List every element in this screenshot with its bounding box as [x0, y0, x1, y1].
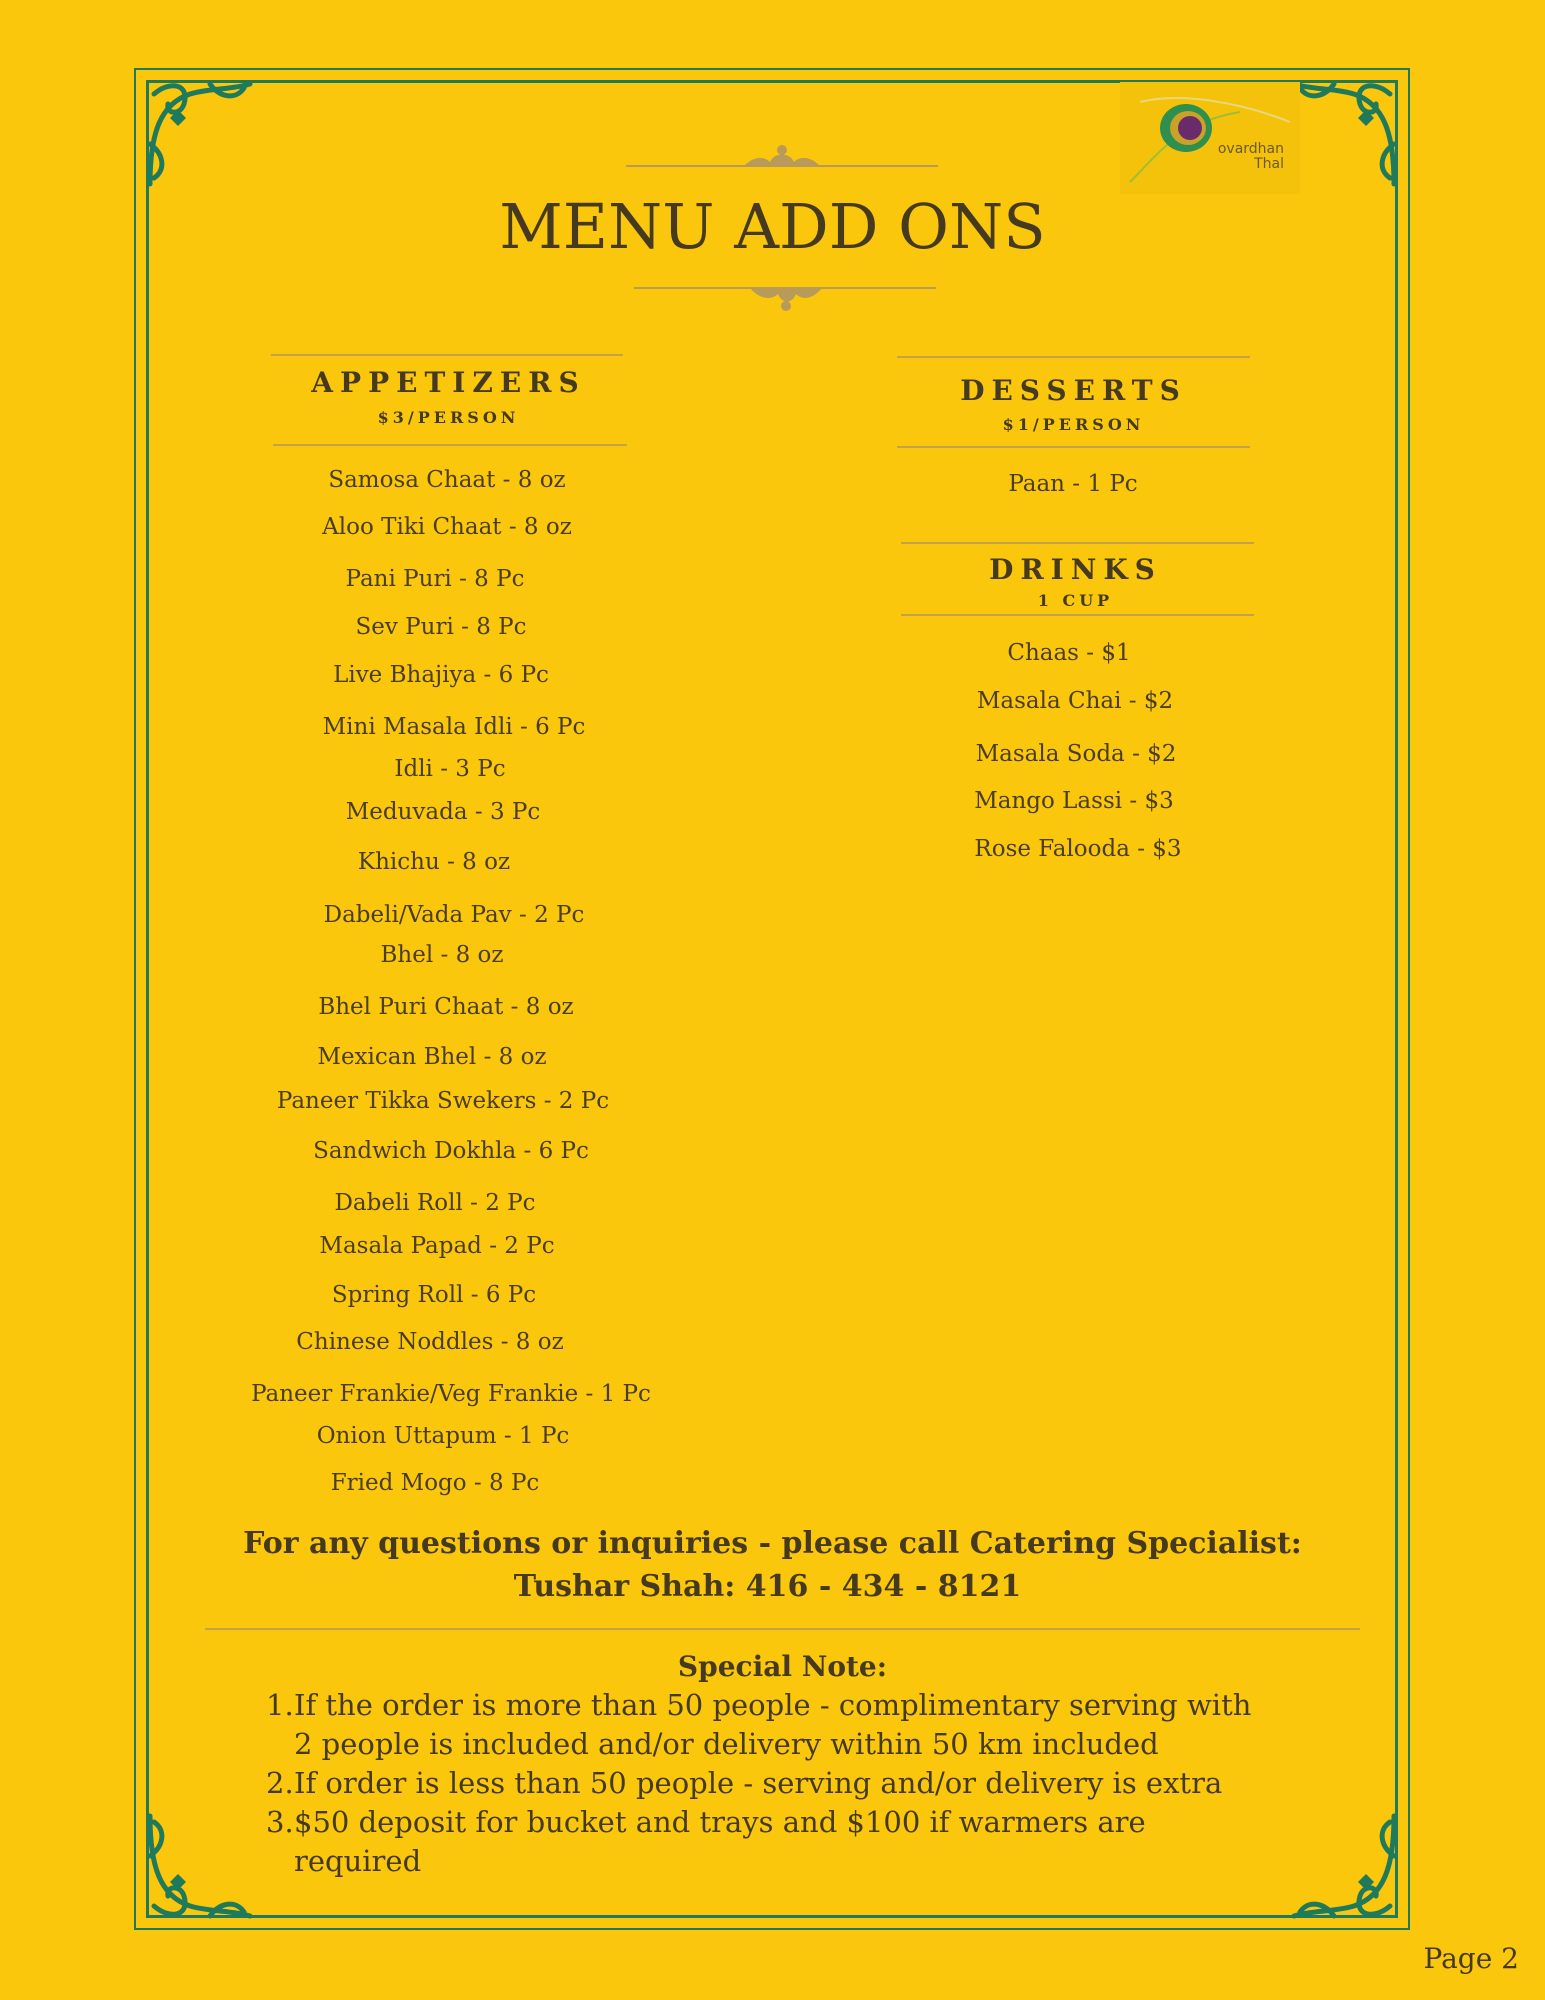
- note-text: If order is less than 50 people - serving and/or delivery is extra: [294, 1766, 1223, 1800]
- appetizers-price: $3/PERSON: [377, 408, 520, 427]
- appetizer-item: Paneer Tikka Swekers - 2 Pc: [276, 1088, 610, 1114]
- appetizer-item: Live Bhajiya - 6 Pc: [333, 662, 549, 688]
- appetizer-item: Dabeli Roll - 2 Pc: [334, 1190, 536, 1216]
- appetizer-item: Pani Puri - 8 Pc: [345, 566, 525, 592]
- special-note-item: [262, 1764, 1262, 1803]
- title-flourish-bottom: [632, 282, 938, 312]
- appetizers-rule-bottom: [273, 444, 627, 446]
- title-flourish-top: [624, 142, 940, 170]
- appetizer-item: Samosa Chaat - 8 oz: [328, 467, 566, 493]
- corner-ornament-top-right: [1284, 74, 1404, 194]
- logo-text-line2: Thal: [1254, 156, 1284, 172]
- appetizer-item: Khichu - 8 oz: [357, 849, 511, 875]
- appetizers-heading: APPETIZERS: [311, 366, 586, 399]
- corner-ornament-top-left: [140, 74, 260, 194]
- appetizer-item: Masala Papad - 2 Pc: [319, 1233, 555, 1259]
- logo-wordmark: [1196, 142, 1284, 172]
- drink-item: Masala Soda - $2: [975, 741, 1177, 767]
- appetizer-item: Meduvada - 3 Pc: [345, 799, 541, 825]
- special-note-list: [262, 1686, 1262, 1881]
- appetizer-item: Paneer Frankie/Veg Frankie - 1 Pc: [251, 1381, 651, 1407]
- appetizer-item: Bhel Puri Chaat - 8 oz: [318, 994, 574, 1020]
- corner-ornament-bottom-left: [140, 1806, 260, 1926]
- appetizers-rule-top: [271, 354, 623, 356]
- appetizer-item: Dabeli/Vada Pav - 2 Pc: [323, 902, 585, 928]
- drink-item: Rose Falooda - $3: [974, 836, 1182, 862]
- contact-line-1: For any questions or inquiries - please call Catering Specialist:: [243, 1526, 1302, 1561]
- page-number: Page 2: [1423, 1942, 1519, 1975]
- contact-divider: [205, 1628, 1360, 1630]
- dessert-item: Paan - 1 Pc: [1008, 471, 1138, 497]
- special-note-item: [262, 1803, 1262, 1881]
- appetizer-item: Spring Roll - 6 Pc: [331, 1282, 537, 1308]
- appetizer-item: Mexican Bhel - 8 oz: [317, 1044, 547, 1070]
- note-text: If the order is more than 50 people - complimentary serving with 2 people is included and/or delivery within 50 km included: [294, 1688, 1252, 1761]
- desserts-heading: DESSERTS: [960, 374, 1187, 407]
- logo-text-line1: ovardhan: [1217, 141, 1284, 157]
- appetizer-item: Chinese Noddles - 8 oz: [296, 1329, 564, 1355]
- corner-ornament-bottom-right: [1284, 1806, 1404, 1926]
- drinks-rule-top: [901, 542, 1254, 544]
- brand-logo: [1120, 82, 1300, 194]
- peacock-feather-icon: [1120, 82, 1300, 194]
- special-note-item: [262, 1686, 1262, 1764]
- appetizer-item: Aloo Tiki Chaat - 8 oz: [322, 514, 572, 540]
- note-text: $50 deposit for bucket and trays and $100 if warmers are required: [294, 1805, 1146, 1878]
- appetizer-item: Mini Masala Idli - 6 Pc: [322, 714, 586, 740]
- drinks-serving: 1 CUP: [1037, 591, 1114, 610]
- drink-item: Chaas - $1: [1007, 640, 1131, 666]
- desserts-rule-top: [897, 356, 1250, 358]
- note-number: 3.: [266, 1805, 294, 1839]
- drinks-rule-bottom: [901, 614, 1254, 616]
- page-title: MENU ADD ONS: [499, 190, 1046, 263]
- drink-item: Mango Lassi - $3: [974, 788, 1174, 814]
- note-number: 2.: [266, 1766, 294, 1800]
- desserts-price: $1/PERSON: [1002, 415, 1145, 434]
- appetizer-item: Onion Uttapum - 1 Pc: [316, 1423, 570, 1449]
- appetizer-item: Idli - 3 Pc: [394, 756, 506, 782]
- appetizer-item: Sandwich Dokhla - 6 Pc: [313, 1138, 589, 1164]
- drink-item: Masala Chai - $2: [976, 688, 1174, 714]
- appetizer-item: Bhel - 8 oz: [380, 942, 504, 968]
- appetizer-item: Fried Mogo - 8 Pc: [330, 1470, 540, 1496]
- note-number: 1.: [266, 1688, 294, 1722]
- desserts-rule-bottom: [897, 446, 1250, 448]
- contact-line-2: Tushar Shah: 416 - 434 - 8121: [513, 1569, 1022, 1604]
- drinks-heading: DRINKS: [989, 553, 1162, 586]
- appetizer-item: Sev Puri - 8 Pc: [355, 614, 527, 640]
- special-note-title: Special Note:: [677, 1650, 888, 1683]
